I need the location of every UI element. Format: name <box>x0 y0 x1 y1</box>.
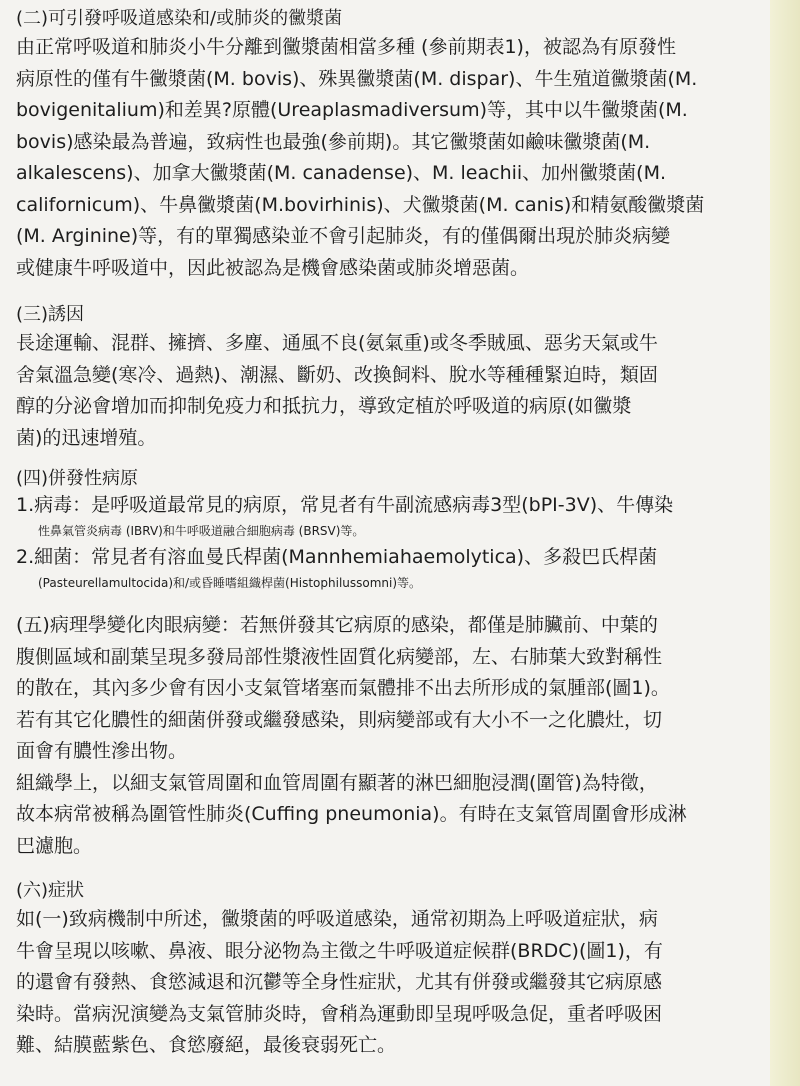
section-heading: (三)誘因 <box>16 304 85 325</box>
section-concurrent-pathogens <box>16 468 758 596</box>
section-mycoplasma-species <box>16 8 758 284</box>
paragraph-line: 巴濾胞。 <box>16 834 93 857</box>
paragraph-line: 病原性的僅有牛黴漿菌(M. bovis)、殊異黴漿菌(M. dispar)、牛生殖道黴漿菌(M. <box>16 67 698 90</box>
paragraph-line: 如(一)致病機制中所述，黴漿菌的呼吸道感染，通常初期為上呼吸道症狀，病 <box>16 908 658 930</box>
paragraph-line: bovigenitalium)和差異?原體(Ureaplasmadiversum)等，其中以牛黴漿菌(M. <box>16 99 688 121</box>
paragraph-line: 面會有膿性滲出物。 <box>16 740 188 762</box>
paragraph-line: 醇的分泌會增加而抑制免疫力和抵抗力，導致定植於呼吸道的病原(如黴漿 <box>16 395 632 417</box>
paragraph-line: 腹側區域和副葉呈現多發局部性漿液性固質化病變部，左、右肺葉大致對稱性 <box>16 645 663 668</box>
paragraph-line: 染時。當病況演變為支氣管肺炎時，會稍為運動即呈現呼吸急促，重者呼吸困 <box>16 1002 663 1025</box>
paragraph-line: 由正常呼吸道和肺炎小牛分離到黴漿菌相當多種 (參前期表1)，被認為有原發性 <box>16 36 676 58</box>
paragraph-line: 的還會有發熱、食慾減退和沉鬱等全身性症狀，尤其有併發或繼發其它病原感 <box>16 971 663 993</box>
page-edge <box>770 0 800 1086</box>
paragraph-line: (五)病理學變化肉眼病變：若無併發其它病原的感染，都僅是肺臟前、中葉的 <box>16 614 658 636</box>
section-heading: (二)可引發呼吸道感染和/或肺炎的黴漿菌 <box>16 8 343 29</box>
section-heading: (四)併發性病原 <box>16 468 139 489</box>
paragraph-line: (M. Arginine)等，有的單獨感染並不會引起肺炎，有的僅偶爾出現於肺炎病變 <box>16 225 671 247</box>
paragraph-line: 舍氣溫急變(寒冷、過熱)、潮濕、斷奶、改換飼料、脫水等種種緊迫時，類固 <box>16 363 658 386</box>
paragraph-line: 牛會呈現以咳嗽、鼻液、眼分泌物為主徵之牛呼吸道症候群(BRDC)(圖1)，有 <box>16 939 663 962</box>
paragraph-line: 組織學上，以細支氣管周圍和血管周圍有顯著的淋巴細胞浸潤(圍管)為特徵， <box>16 771 658 794</box>
section-heading: (六)症狀 <box>16 880 85 901</box>
section-predisposing-factors <box>16 304 758 454</box>
paragraph-line: 故本病常被稱為圍管性肺炎(Cuffing pneumonia)。有時在支氣管周圍會形成淋 <box>16 803 687 825</box>
section-pathology <box>16 610 758 862</box>
list-item-virus-continued: 性鼻氣管炎病毒 (IBRV)和牛呼吸道融合細胞病毒 (BRSV)等。 <box>38 524 365 538</box>
paragraph-line: 長途運輸、混群、擁擠、多塵、通風不良(氨氣重)或冬季賊風、惡劣天氣或牛 <box>16 332 658 354</box>
paragraph-line: bovis)感染最為普遍，致病性也最強(參前期)。其它黴漿菌如鹼味黴漿菌(M. <box>16 130 651 153</box>
paragraph-line: 或健康牛呼吸道中，因此被認為是機會感染菌或肺炎增惡菌。 <box>16 256 530 279</box>
paragraph-line: 若有其它化膿性的細菌併發或繼發感染，則病變部或有大小不一之化膿灶，切 <box>16 708 663 731</box>
section-symptoms <box>16 880 758 1062</box>
paragraph-line: 難、結膜藍紫色、食慾廢絕，最後衰弱死亡。 <box>16 1034 397 1056</box>
list-item-bacteria: 2.細菌：常見者有溶血曼氏桿菌(Mannhemiahaemolytica)、多殺巴氏桿菌 <box>16 546 658 568</box>
list-item-virus: 1.病毒：是呼吸道最常見的病原，常見者有牛副流感病毒3型(bPI-3V)、牛傳染 <box>16 494 674 516</box>
paragraph-line: 菌)的迅速增殖。 <box>16 426 157 449</box>
list-item-bacteria-continued: (Pasteurellamultocida)和/或昏睡嗜組織桿菌(Histophilussomni)等。 <box>38 576 422 590</box>
paragraph-line: californicum)、牛鼻黴漿菌(M.bovirhinis)、犬黴漿菌(M. canis)和精氨酸黴漿菌 <box>16 193 705 216</box>
paragraph-line: alkalescens)、加拿大黴漿菌(M. canadense)、M. leachii、加州黴漿菌(M. <box>16 162 667 184</box>
paragraph-line: 的散在，其內多少會有因小支氣管堵塞而氣體排不出去所形成的氣腫部(圖1)。 <box>16 677 670 699</box>
